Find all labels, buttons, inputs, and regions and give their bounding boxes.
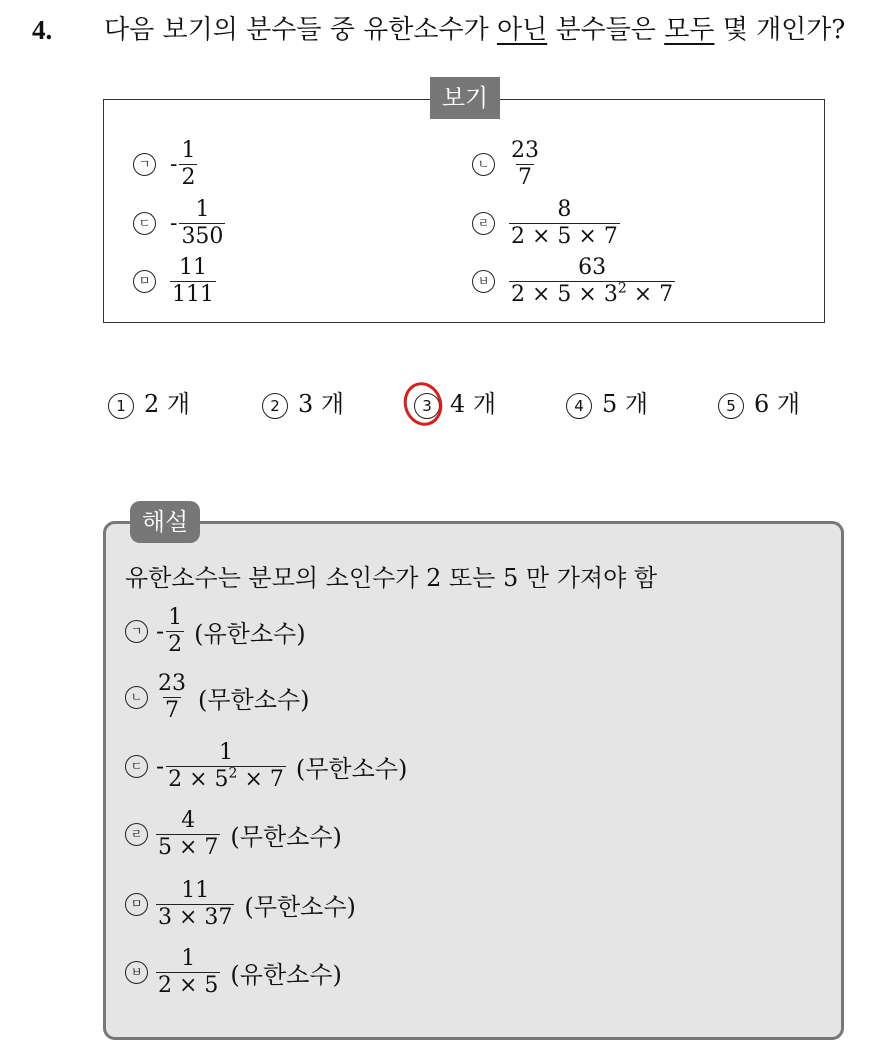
solution-result: (무한소수) [244,892,356,921]
denominator-post: × 7 [626,281,674,307]
choice-5[interactable] [718,382,800,426]
fraction [166,605,184,658]
question-part-2: 분수들은 [555,15,656,45]
denominator-pre: 2 × 5 × 3 [511,281,618,307]
solution-result: (유한소수) [230,960,342,989]
denominator: 2 [168,631,183,657]
denominator: 2 × 5 × 7 [511,223,618,249]
fraction [156,671,188,724]
question-text [104,10,845,50]
denominator-pre: 2 × 5 [168,766,229,792]
bogi-item-1 [133,134,197,194]
denominator: 3 × 37 [158,904,233,930]
denominator: 350 [181,223,224,249]
fraction-sign: - [170,210,178,236]
solution-line-1 [125,603,306,659]
fraction [170,255,216,308]
exponent: 2 [228,765,238,782]
bogi-item-4 [472,193,620,253]
choice-number-icon: 5 [718,393,744,419]
circled-mark-icon: ㄱ [133,153,156,176]
question-underline-2: 모두 [664,15,715,45]
circled-mark-icon: ㅁ [125,893,148,916]
choice-label: 2 개 [144,390,191,418]
numerator: 23 [511,137,539,163]
circled-mark-icon: ㄷ [125,755,148,778]
question-part-3: 몇 개인가? [722,15,846,45]
solution-line-2 [125,669,309,725]
solution-line-3 [125,738,407,794]
fraction-sign: - [170,151,178,177]
question-underline-1: 아닌 [496,15,548,45]
fraction [156,946,220,999]
bogi-label: 보기 [430,77,500,119]
solution-line-4 [125,806,342,862]
denominator: 7 [165,697,179,723]
numerator: 1 [181,945,196,971]
numerator: 4 [181,807,196,833]
choice-1[interactable] [108,382,190,426]
circled-mark-icon: ㄹ [472,212,495,235]
circled-mark-icon: ㄱ [125,620,148,643]
denominator [166,766,286,793]
choice-label: 5 개 [602,390,649,418]
circled-mark-icon: ㅁ [133,270,156,293]
numerator: 63 [578,254,607,280]
denominator: 2 [181,164,196,190]
denominator: 5 × 7 [158,834,219,860]
solution-intro: 유한소수는 분모의 소인수가 2 또는 5 만 가져야 함 [125,563,658,592]
solution-result: (무한소수) [295,754,408,783]
choice-number-icon: 2 [262,393,288,419]
numerator: 11 [181,877,210,903]
bogi-item-6 [472,251,675,311]
numerator: 11 [179,254,207,280]
solution-label: 해설 [130,501,200,543]
fraction [156,808,220,861]
numerator: 8 [557,196,572,222]
circled-mark-icon: ㄷ [133,212,156,235]
fraction-sign: - [156,617,165,645]
fraction [156,878,234,931]
circled-mark-icon: ㅂ [125,961,148,984]
circled-mark-icon: ㅂ [472,270,495,293]
choice-number-icon: 3 [414,393,440,419]
choice-4[interactable] [566,382,648,426]
answer-choices [108,382,828,426]
fraction [509,197,620,250]
denominator: 111 [172,281,214,307]
exponent: 2 [617,280,627,297]
circled-mark-icon: ㄹ [125,823,148,846]
denominator: 7 [518,164,532,190]
solution-result: (유한소수) [194,619,306,648]
numerator: 1 [218,739,233,765]
numerator: 1 [195,196,210,222]
fraction [166,740,286,793]
numerator: 1 [181,137,196,163]
solution-line-5 [125,876,356,932]
choice-label: 4 개 [450,390,497,418]
bogi-item-3 [133,193,225,253]
question-number: 4. [32,15,53,45]
numerator: 23 [158,670,186,696]
circled-mark-icon: ㄴ [125,686,148,709]
circled-mark-icon: ㄴ [472,153,495,176]
choice-number-icon: 4 [566,393,592,419]
fraction-sign: - [156,752,165,780]
denominator-post: × 7 [237,766,284,792]
fraction [509,138,541,191]
solution-line-6 [125,944,342,1000]
numerator: 1 [168,604,183,630]
choice-label: 3 개 [298,390,345,418]
bogi-item-2 [472,134,541,194]
choice-label: 6 개 [754,390,801,418]
denominator [509,281,675,308]
choice-number-icon: 1 [108,393,134,419]
solution-result: (무한소수) [198,685,310,714]
fraction [179,197,225,250]
solution-result: (무한소수) [230,822,342,851]
question-part-1: 다음 보기의 분수들 중 유한소수가 [104,15,489,45]
fraction [509,255,675,308]
denominator: 2 × 5 [158,972,219,998]
fraction [179,138,197,191]
choice-2[interactable] [262,382,344,426]
bogi-item-5 [133,251,216,311]
